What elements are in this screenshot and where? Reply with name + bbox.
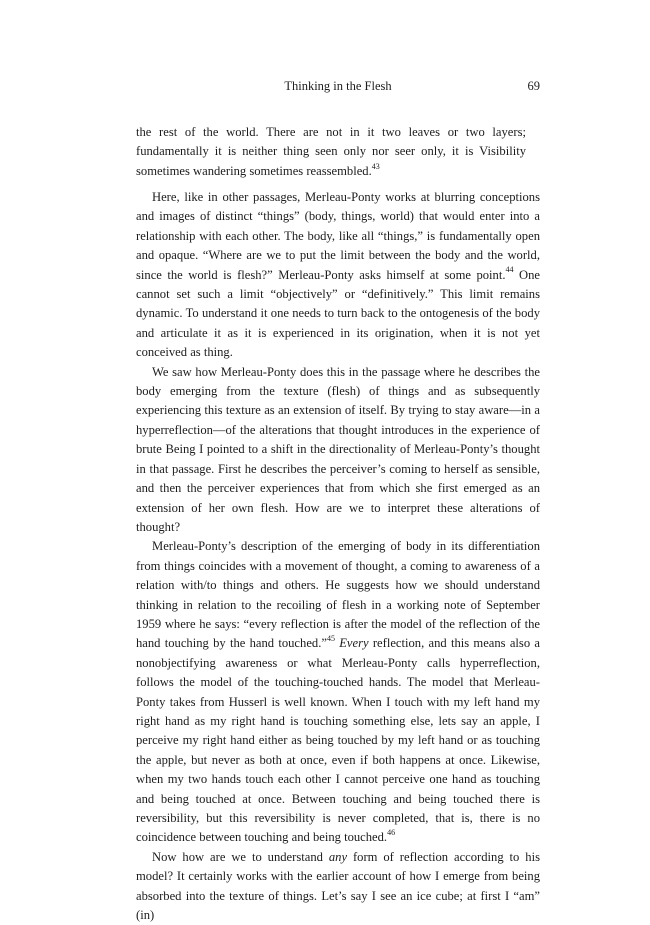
emphasis-every: Every	[339, 636, 369, 651]
paragraph-3	[136, 537, 540, 848]
paragraph-1	[136, 188, 540, 363]
footnote-ref-44: 44	[505, 265, 514, 275]
paragraph-4-text-a: Now how are we to understand	[152, 849, 329, 864]
footnote-ref-43: 43	[371, 161, 380, 171]
paragraph-4	[136, 848, 540, 925]
emphasis-any: any	[328, 849, 348, 864]
running-title: Thinking in the Flesh	[284, 79, 392, 93]
footnote-ref-46: 46	[387, 828, 396, 838]
block-quote	[136, 123, 526, 181]
paragraph-1-text-b: One cannot set such a limit “objectively” or “definitively.” This limit remains dynamic. To understand it one needs to turn back to the ontogenesis of the body and articulate it as it is experienced in its origination, when it is not yet conceived as thing.	[136, 267, 540, 360]
paragraph-3-text-b: reflection, and this means also a nonobjectifying awareness or what Merleau-Ponty calls hyperreflection, follows the model of the touching-touched hands. The model that Merleau-Ponty takes from Husserl is well known. When I touch with my left hand my right hand as my right hand is touching something else, lets say an apple, I perceive my right hand either as being touched by my left hand or as touching the apple, but never as both at once, even if both happens at once. Likewise, when my two hands touch each other I cannot perceive one hand as touching and being touched at once. Between touching and being touched there is reversibility, but this reversibility is never completed, that is, there is no coincidence between touching and being touched.	[136, 636, 540, 845]
body-text	[136, 188, 540, 925]
page-number: 69	[527, 79, 540, 93]
quote-text: the rest of the world. There are not in it two leaves or two layers; fundamentally it is neither thing seen only nor seer only, it is Visibility sometimes wandering sometimes reassembled.	[136, 125, 526, 178]
paragraph-4-text-b: form of reflection according to his model? It certainly works with the earlier account of how I emerge from being absorbed into the texture of things. Let’s say I see an ice cube; at first I “am” (in)	[136, 849, 540, 923]
paragraph-3-text-a: Merleau-Ponty’s description of the emerging of body in its differentiation from things coincides with a movement of thought, a coming to awareness of a relation with/to things and others. He suggests how we should understand thinking in relation to the recoiling of flesh in a working note of September 1959 where he says: “every reflection is after the model of the reflection of the hand touching by the hand touched.”	[136, 539, 540, 651]
running-header	[136, 78, 540, 94]
paragraph-1-text-a: Here, like in other passages, Merleau-Ponty works at blurring conceptions and images of distinct “things” (body, things, world) that would enter into a relationship with each other. The body, like all “things,” is fundamentally open and opaque. “Where are we to put the limit between the body and the world, since the world is flesh?” Merleau-Ponty asks himself at some point.	[136, 190, 540, 282]
footnote-ref-45: 45	[326, 634, 335, 644]
quote-paragraph	[136, 123, 526, 181]
paragraph-2: We saw how Merleau-Ponty does this in the passage where he describes the body emerging from the texture (flesh) of things and as subsequently experiencing this texture as an extension of itself. By trying to stay aware—in a hyperreflection—of the alterations that thought introduces in the experience of brute Being I pointed to a shift in the directionality of Merleau-Ponty’s thought in that passage. First he describes the perceiver’s coming to herself as sensible, and then the perceiver experiences that from which she first emerged as an extension of her own flesh. How are we to interpret these alterations of thought?	[136, 364, 540, 534]
